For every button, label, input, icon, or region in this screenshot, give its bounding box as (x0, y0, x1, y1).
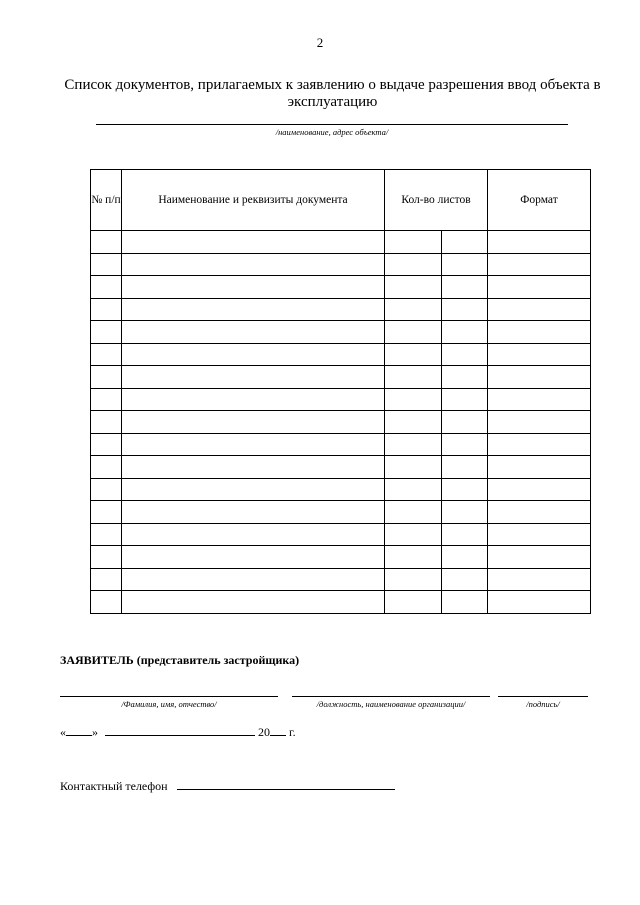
date-close-quote: » (92, 725, 98, 739)
row-number-cell[interactable] (91, 366, 122, 389)
table-row (91, 388, 591, 411)
row-sheets-extra-cell[interactable] (442, 253, 488, 276)
row-number-cell[interactable] (91, 388, 122, 411)
row-document-name-cell[interactable] (122, 231, 385, 254)
documents-table (90, 169, 591, 614)
row-sheets-cell[interactable] (385, 591, 442, 614)
row-format-cell[interactable] (488, 388, 591, 411)
phone-field[interactable] (177, 779, 395, 790)
full-name-field[interactable] (60, 696, 278, 697)
object-name-caption: /наименование, адрес объекта/ (275, 127, 389, 137)
row-sheets-cell[interactable] (385, 343, 442, 366)
table-row (91, 591, 591, 614)
row-format-cell[interactable] (488, 231, 591, 254)
row-sheets-extra-cell[interactable] (442, 546, 488, 569)
row-format-cell[interactable] (488, 456, 591, 479)
row-format-cell[interactable] (488, 343, 591, 366)
year-suffix: г. (289, 725, 296, 739)
row-number-cell[interactable] (91, 478, 122, 501)
row-document-name-cell[interactable] (122, 366, 385, 389)
table-body (91, 231, 591, 614)
row-sheets-cell[interactable] (385, 231, 442, 254)
row-sheets-cell[interactable] (385, 366, 442, 389)
row-sheets-extra-cell[interactable] (442, 523, 488, 546)
row-format-cell[interactable] (488, 321, 591, 344)
row-format-cell[interactable] (488, 298, 591, 321)
table-row (91, 298, 591, 321)
row-format-cell[interactable] (488, 366, 591, 389)
row-sheets-cell[interactable] (385, 411, 442, 434)
signature-field[interactable] (498, 696, 588, 697)
row-number-cell[interactable] (91, 343, 122, 366)
row-format-cell[interactable] (488, 478, 591, 501)
row-sheets-extra-cell[interactable] (442, 298, 488, 321)
row-number-cell[interactable] (91, 298, 122, 321)
row-sheets-cell[interactable] (385, 501, 442, 524)
row-document-name-cell[interactable] (122, 456, 385, 479)
row-document-name-cell[interactable] (122, 591, 385, 614)
row-sheets-cell[interactable] (385, 546, 442, 569)
table-row (91, 343, 591, 366)
row-number-cell[interactable] (91, 321, 122, 344)
row-format-cell[interactable] (488, 546, 591, 569)
table-row (91, 433, 591, 456)
header-sheets-count: Кол-во листов (385, 170, 488, 231)
row-number-cell[interactable] (91, 523, 122, 546)
row-sheets-cell[interactable] (385, 388, 442, 411)
row-number-cell[interactable] (91, 568, 122, 591)
row-document-name-cell[interactable] (122, 343, 385, 366)
row-format-cell[interactable] (488, 433, 591, 456)
row-document-name-cell[interactable] (122, 523, 385, 546)
table-row (91, 321, 591, 344)
row-number-cell[interactable] (91, 433, 122, 456)
row-document-name-cell[interactable] (122, 433, 385, 456)
header-format: Формат (488, 170, 591, 231)
document-title: Список документов, прилагаемых к заявлению о выдаче разрешения ввод объекта в эксплуатацию (64, 77, 601, 110)
table-row (91, 478, 591, 501)
table-row (91, 366, 591, 389)
row-document-name-cell[interactable] (122, 546, 385, 569)
row-sheets-extra-cell[interactable] (442, 591, 488, 614)
row-document-name-cell[interactable] (122, 253, 385, 276)
position-caption: /должность, наименование организации/ (316, 699, 466, 709)
row-sheets-extra-cell[interactable] (442, 568, 488, 591)
row-sheets-extra-cell[interactable] (442, 366, 488, 389)
row-number-cell[interactable] (91, 591, 122, 614)
table-row (91, 546, 591, 569)
row-sheets-cell[interactable] (385, 568, 442, 591)
row-sheets-cell[interactable] (385, 253, 442, 276)
applicant-heading: ЗАЯВИТЕЛЬ (представитель застройщика) (60, 653, 300, 667)
row-sheets-cell[interactable] (385, 456, 442, 479)
row-sheets-extra-cell[interactable] (442, 321, 488, 344)
row-format-cell[interactable] (488, 276, 591, 299)
position-field[interactable] (292, 696, 490, 697)
row-format-cell[interactable] (488, 411, 591, 434)
row-sheets-extra-cell[interactable] (442, 343, 488, 366)
table-row (91, 231, 591, 254)
row-document-name-cell[interactable] (122, 568, 385, 591)
row-document-name-cell[interactable] (122, 501, 385, 524)
table-row (91, 456, 591, 479)
table-row (91, 253, 591, 276)
row-number-cell[interactable] (91, 276, 122, 299)
row-sheets-extra-cell[interactable] (442, 276, 488, 299)
row-sheets-cell[interactable] (385, 321, 442, 344)
row-sheets-cell[interactable] (385, 523, 442, 546)
row-sheets-extra-cell[interactable] (442, 478, 488, 501)
row-document-name-cell[interactable] (122, 276, 385, 299)
date-row (60, 725, 296, 740)
phone-row (60, 779, 395, 794)
year-prefix: 20 (258, 725, 270, 739)
row-number-cell[interactable] (91, 501, 122, 524)
table-row (91, 411, 591, 434)
row-document-name-cell[interactable] (122, 478, 385, 501)
row-sheets-cell[interactable] (385, 433, 442, 456)
day-field[interactable] (66, 725, 92, 736)
row-format-cell[interactable] (488, 501, 591, 524)
object-name-field[interactable] (96, 124, 568, 125)
table-row (91, 568, 591, 591)
table-row (91, 276, 591, 299)
header-number: № п/п (91, 170, 122, 231)
row-sheets-extra-cell[interactable] (442, 433, 488, 456)
header-document-name: Наименование и реквизиты документа (122, 170, 385, 231)
row-sheets-extra-cell[interactable] (442, 231, 488, 254)
row-document-name-cell[interactable] (122, 321, 385, 344)
table-row (91, 501, 591, 524)
page-number: 2 (316, 35, 324, 50)
phone-label: Контактный телефон (60, 779, 168, 793)
row-format-cell[interactable] (488, 253, 591, 276)
row-sheets-cell[interactable] (385, 478, 442, 501)
row-number-cell[interactable] (91, 253, 122, 276)
row-format-cell[interactable] (488, 591, 591, 614)
row-sheets-extra-cell[interactable] (442, 411, 488, 434)
row-number-cell[interactable] (91, 456, 122, 479)
row-format-cell[interactable] (488, 568, 591, 591)
row-document-name-cell[interactable] (122, 388, 385, 411)
row-number-cell[interactable] (91, 411, 122, 434)
row-sheets-extra-cell[interactable] (442, 501, 488, 524)
row-document-name-cell[interactable] (122, 411, 385, 434)
row-number-cell[interactable] (91, 231, 122, 254)
signature-caption: /подпись/ (526, 699, 560, 709)
table-row (91, 523, 591, 546)
year-field[interactable] (270, 725, 286, 736)
month-field[interactable] (105, 725, 255, 736)
row-format-cell[interactable] (488, 523, 591, 546)
table-header-row (91, 170, 591, 231)
row-document-name-cell[interactable] (122, 298, 385, 321)
date-open-quote: « (60, 725, 66, 739)
row-sheets-cell[interactable] (385, 298, 442, 321)
row-sheets-cell[interactable] (385, 276, 442, 299)
row-sheets-extra-cell[interactable] (442, 388, 488, 411)
full-name-caption: /Фамилия, имя, отчество/ (121, 699, 217, 709)
row-sheets-extra-cell[interactable] (442, 456, 488, 479)
row-number-cell[interactable] (91, 546, 122, 569)
